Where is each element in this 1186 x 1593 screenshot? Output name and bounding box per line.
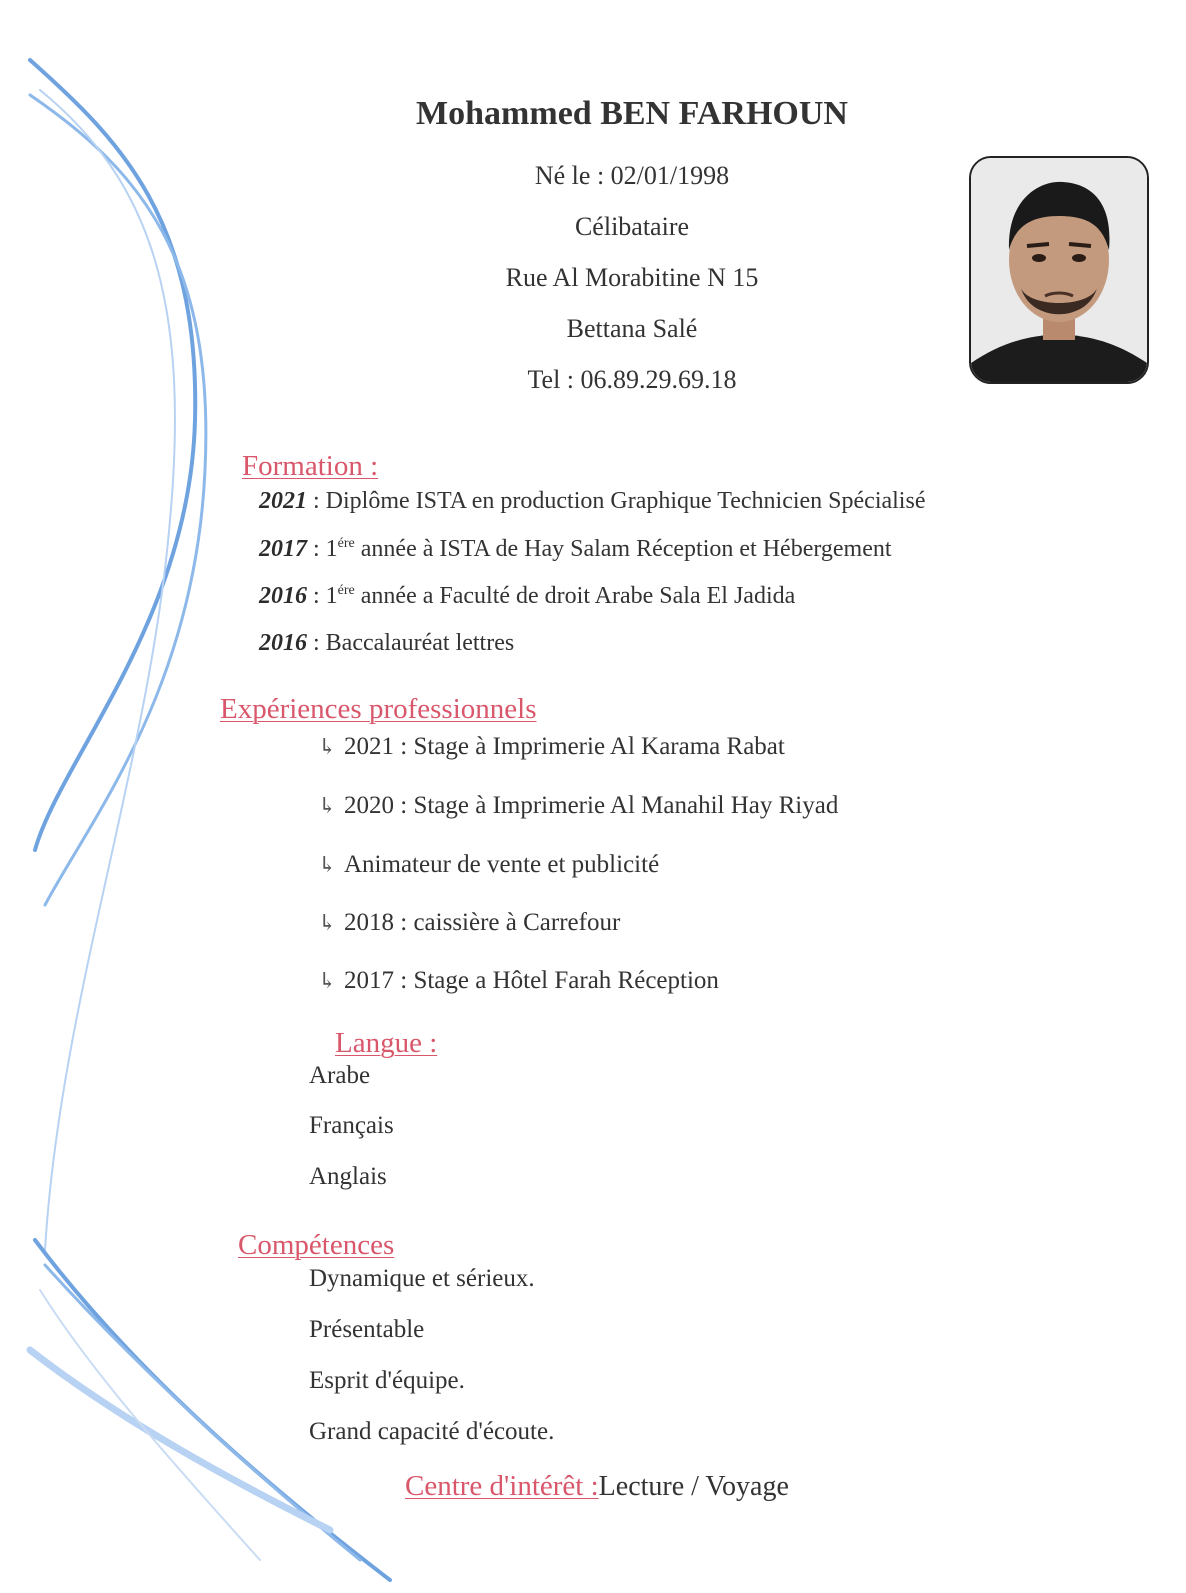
formation-text: : Diplôme ISTA en production Graphique Technicien Spécialisé [307,488,926,514]
experience-item [318,851,659,879]
competences-title: Compétences [238,1229,395,1261]
formation-title: Formation : [242,450,379,482]
formation-item [259,630,514,657]
experience-text: Animateur de vente et publicité [344,851,660,878]
langue-title: Langue : [335,1027,438,1059]
language-item: Anglais [309,1163,387,1190]
experience-text: 2018 : caissière à Carrefour [344,909,621,936]
address-city: Bettana Salé [566,314,698,343]
experience-item [318,733,785,761]
interests-line [405,1470,789,1503]
formation-year: 2016 [259,630,307,656]
birth-date: Né le : 02/01/1998 [534,161,730,190]
formation-superscript: ére [337,583,355,598]
arrow-bullet-icon: ↳ [318,968,337,993]
portrait-photo [969,156,1149,384]
experiences-title: Expériences professionnels [220,693,537,725]
formation-year: 2017 [259,536,307,562]
competence-item: Esprit d'équipe. [309,1367,465,1394]
formation-item [259,536,892,563]
formation-text: année à ISTA de Hay Salam Réception et Hébergement [354,536,892,562]
formation-year: 2016 [259,583,307,609]
experience-text: 2020 : Stage à Imprimerie Al Manahil Hay Riyad [344,792,839,819]
formation-superscript: ére [337,536,355,551]
formation-text: : 1 [307,583,338,609]
formation-year: 2021 [259,488,307,514]
arrow-bullet-icon: ↳ [318,852,337,877]
arrow-bullet-icon: ↳ [318,734,337,759]
formation-text: : Baccalauréat lettres [307,630,515,656]
experience-text: 2017 : Stage a Hôtel Farah Réception [344,967,719,994]
formation-text: année a Faculté de droit Arabe Sala El Jadida [354,583,796,609]
experience-item [318,909,620,937]
address-street: Rue Al Morabitine N 15 [505,263,759,292]
marital-status: Célibataire [574,212,690,241]
portrait-illustration [971,158,1147,382]
arrow-bullet-icon: ↳ [318,910,337,935]
competence-item: Dynamique et sérieux. [309,1265,535,1292]
language-item: Arabe [309,1062,371,1089]
phone-number: Tel : 06.89.29.69.18 [527,365,737,394]
formation-item [259,583,795,610]
interests-title: Centre d'intérêt : [405,1470,599,1502]
language-item: Français [309,1112,394,1139]
experience-text: 2021 : Stage à Imprimerie Al Karama Rabat [344,733,785,760]
formation-item [259,488,925,515]
experience-item [318,967,719,995]
experience-item [318,792,838,820]
candidate-name: Mohammed BEN FARHOUN [416,95,848,132]
formation-text: : 1 [307,536,338,562]
interests-value: Lecture / Voyage [598,1471,789,1502]
competence-item: Grand capacité d'écoute. [309,1418,555,1445]
competence-item: Présentable [309,1316,425,1343]
arrow-bullet-icon: ↳ [318,793,337,818]
